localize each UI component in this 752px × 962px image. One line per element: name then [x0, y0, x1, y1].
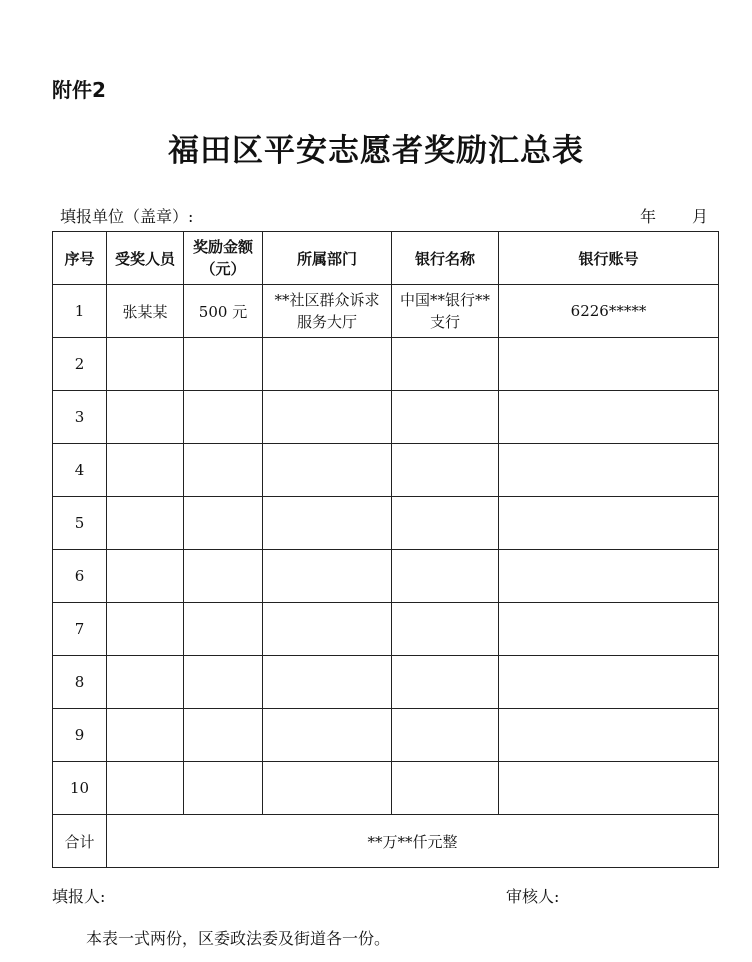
cell-bank-name: 中国**银行** 支行	[392, 285, 499, 338]
cell-amount	[184, 550, 263, 603]
table-row	[53, 285, 719, 338]
cell-amount	[184, 603, 263, 656]
cell-no: 3	[53, 391, 107, 444]
cell-bank-name	[392, 444, 499, 497]
cell-amount: 500 元	[184, 285, 263, 338]
cell-name	[107, 444, 184, 497]
date-labels	[640, 204, 708, 227]
total-row	[53, 815, 719, 868]
table-row	[53, 762, 719, 815]
cell-amount	[184, 391, 263, 444]
cell-bank-account: 6226*****	[499, 285, 719, 338]
cell-name	[107, 656, 184, 709]
cell-name	[107, 338, 184, 391]
column-header-bank-account: 银行账号	[499, 232, 719, 285]
cell-name: 张某某	[107, 285, 184, 338]
cell-name	[107, 762, 184, 815]
cell-department	[263, 444, 392, 497]
table-row	[53, 550, 719, 603]
cell-department	[263, 497, 392, 550]
reviewer-label: 审核人:	[506, 887, 560, 906]
total-label: 合计	[53, 815, 107, 868]
column-header-name: 受奖人员	[107, 232, 184, 285]
cell-department: **社区群众诉求 服务大厅	[263, 285, 392, 338]
cell-no: 10	[53, 762, 107, 815]
cell-bank-account	[499, 338, 719, 391]
cell-department	[263, 391, 392, 444]
table-header-row	[53, 232, 719, 285]
year-label: 年	[640, 207, 657, 226]
total-value: **万**仟元整	[107, 815, 719, 868]
table-row	[53, 444, 719, 497]
cell-no: 6	[53, 550, 107, 603]
page-title: 福田区平安志愿者奖励汇总表	[168, 133, 584, 169]
cell-department	[263, 550, 392, 603]
cell-bank-account	[499, 603, 719, 656]
cell-bank-name	[392, 391, 499, 444]
cell-no: 4	[53, 444, 107, 497]
table-row	[53, 391, 719, 444]
cell-bank-account	[499, 709, 719, 762]
table-row	[53, 709, 719, 762]
award-summary-table	[52, 231, 719, 868]
cell-amount	[184, 338, 263, 391]
cell-amount	[184, 497, 263, 550]
cell-bank-name	[392, 497, 499, 550]
cell-name	[107, 709, 184, 762]
cell-no: 7	[53, 603, 107, 656]
cell-department	[263, 338, 392, 391]
cell-department	[263, 603, 392, 656]
cell-bank-account	[499, 444, 719, 497]
cell-amount	[184, 656, 263, 709]
column-header-department: 所属部门	[263, 232, 392, 285]
cell-amount	[184, 762, 263, 815]
cell-no: 9	[53, 709, 107, 762]
cell-bank-account	[499, 391, 719, 444]
cell-no: 2	[53, 338, 107, 391]
month-label: 月	[692, 207, 709, 226]
table-row	[53, 338, 719, 391]
column-header-no: 序号	[53, 232, 107, 285]
cell-bank-account	[499, 656, 719, 709]
cell-department	[263, 709, 392, 762]
column-header-bank-name: 银行名称	[392, 232, 499, 285]
cell-bank-account	[499, 550, 719, 603]
cell-bank-name	[392, 603, 499, 656]
cell-no: 5	[53, 497, 107, 550]
cell-no: 8	[53, 656, 107, 709]
cell-bank-name	[392, 656, 499, 709]
cell-bank-account	[499, 762, 719, 815]
cell-name	[107, 603, 184, 656]
cell-bank-name	[392, 338, 499, 391]
cell-bank-name	[392, 762, 499, 815]
cell-department	[263, 656, 392, 709]
cell-no: 1	[53, 285, 107, 338]
cell-bank-account	[499, 497, 719, 550]
footnote: 本表一式两份，区委政法委及街道各一份。	[86, 929, 391, 948]
column-header-amount: 奖励金额 （元）	[184, 232, 263, 285]
reporting-unit-label: 填报单位（盖章）:	[60, 207, 194, 226]
table-row	[53, 603, 719, 656]
cell-name	[107, 550, 184, 603]
table-row	[53, 497, 719, 550]
cell-bank-name	[392, 709, 499, 762]
cell-amount	[184, 444, 263, 497]
cell-name	[107, 497, 184, 550]
cell-amount	[184, 709, 263, 762]
cell-bank-name	[392, 550, 499, 603]
filler-label: 填报人:	[52, 887, 106, 906]
cell-name	[107, 391, 184, 444]
cell-department	[263, 762, 392, 815]
table-row	[53, 656, 719, 709]
attachment-label: 附件2	[52, 78, 106, 102]
